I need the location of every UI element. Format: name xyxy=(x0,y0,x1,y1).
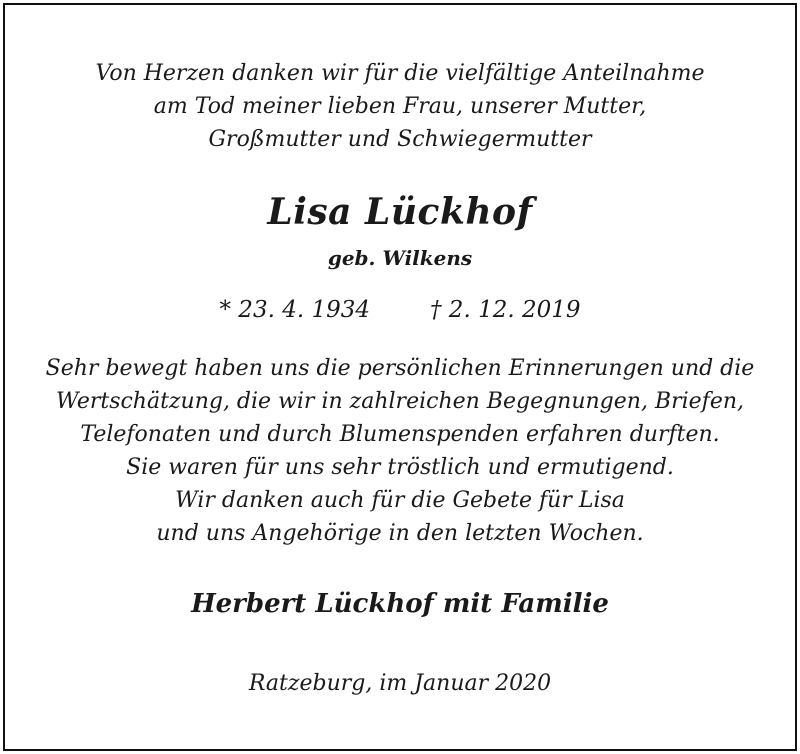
death-date: † 2. 12. 2019 xyxy=(430,297,581,323)
place-and-date: Ratzeburg, im Januar 2020 xyxy=(248,671,552,696)
intro-line: am Tod meiner lieben Frau, unserer Mutter, xyxy=(153,94,647,119)
body-line: Sie waren für uns sehr tröstlich und ermutigend. xyxy=(126,455,674,480)
birth-date: * 23. 4. 1934 xyxy=(219,297,370,323)
obituary-thank-you-notice xyxy=(3,3,797,751)
body-line: Wertschätzung, die wir in zahlreichen Begegnungen, Briefen, xyxy=(56,389,744,414)
body-line: Telefonaten und durch Blumenspenden erfahren durften. xyxy=(80,422,720,447)
signature: Herbert Lückhof mit Familie xyxy=(191,589,609,619)
body-line: Wir danken auch für die Gebete für Lisa xyxy=(175,488,625,513)
intro-line: Großmutter und Schwiegermutter xyxy=(208,127,592,152)
deceased-name: Lisa Lückhof xyxy=(267,191,533,233)
life-dates xyxy=(5,295,795,325)
maiden-name: geb. Wilkens xyxy=(327,246,473,270)
intro-line: Von Herzen danken wir für die vielfältige Anteilnahme xyxy=(95,61,705,86)
body-line: und uns Angehörige in den letzten Wochen. xyxy=(156,521,644,546)
body-line: Sehr bewegt haben uns die persönlichen Erinnerungen und die xyxy=(45,356,755,381)
